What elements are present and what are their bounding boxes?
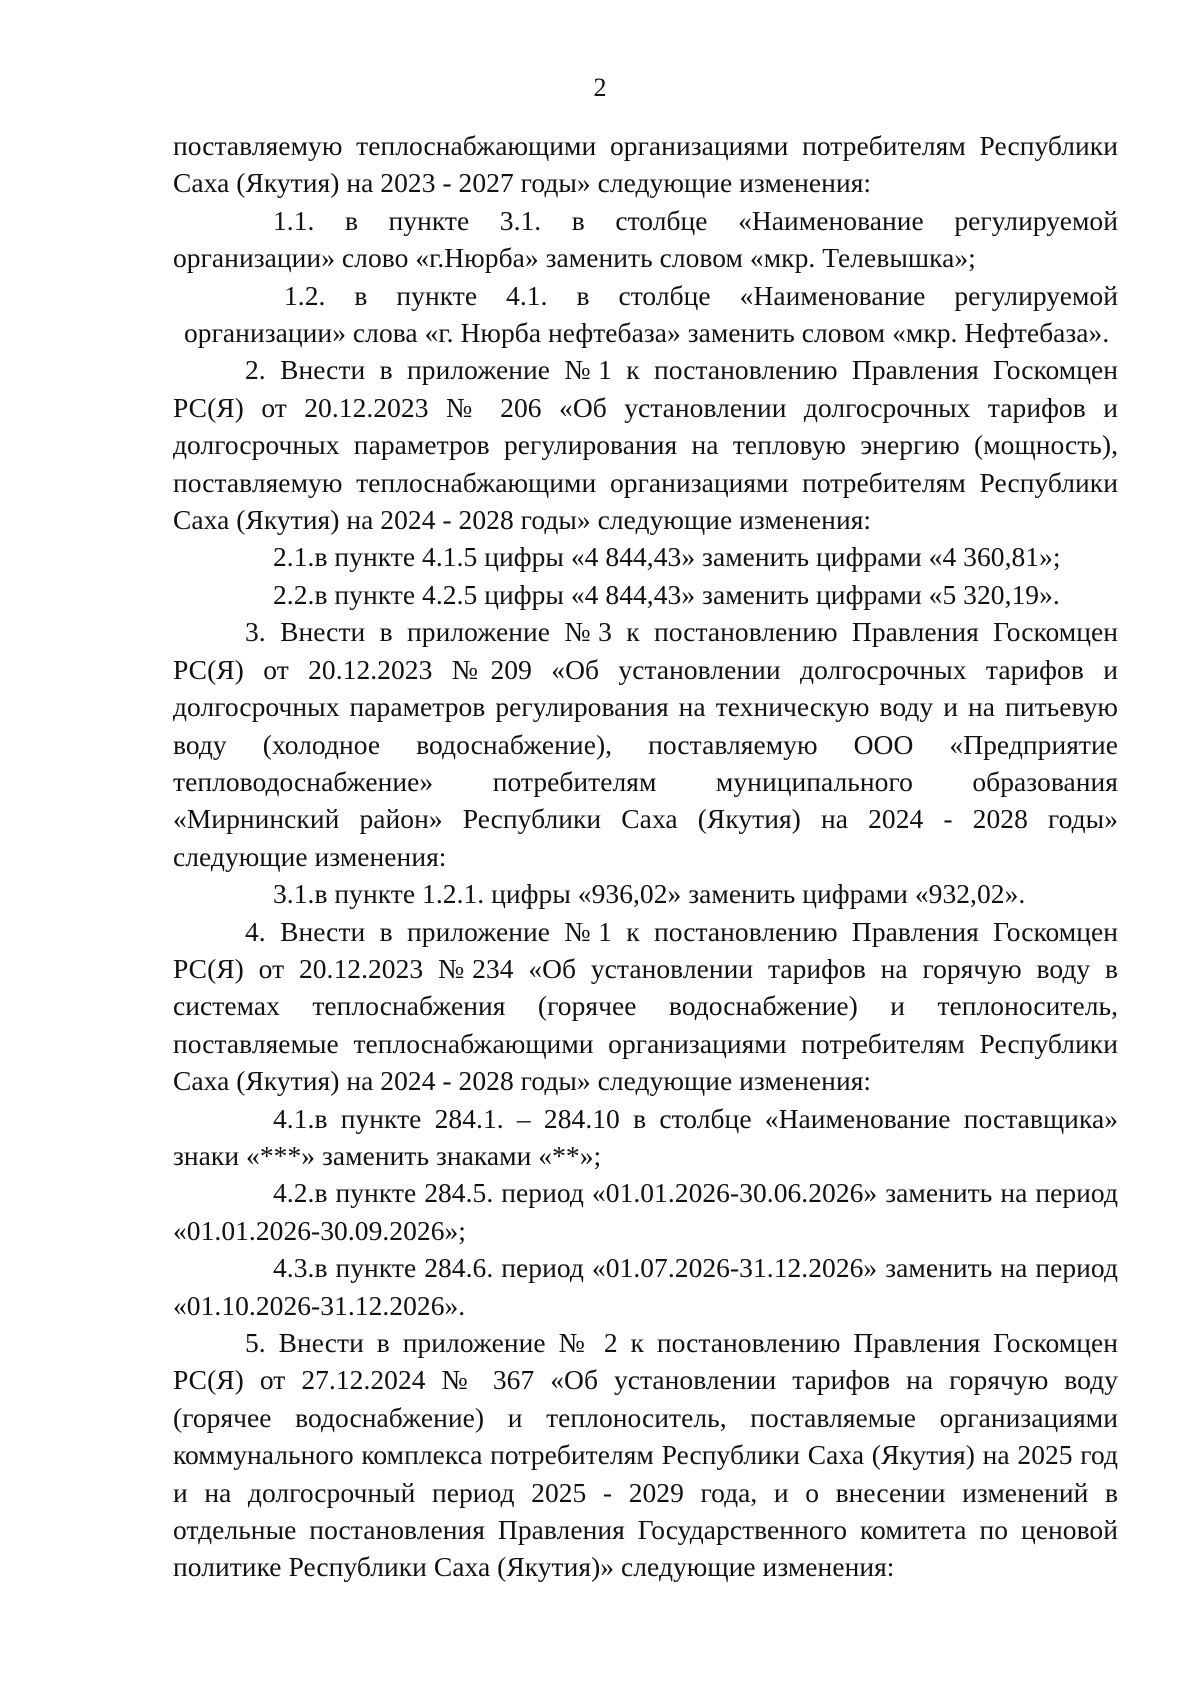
subparagraph-2-1: 2.1.в пункте 4.1.5 цифры «4 844,43» заменить цифрами «4 360,81»;: [273, 541, 1061, 573]
document-body: [173, 127, 1118, 1586]
subparagraph-4-1: 4.1.в пункте 284.1. – 284.10 в столбце «Наименование поставщика» знаки «***» заменить знаками «**»;: [173, 1102, 1118, 1171]
paragraph-2: 2. Внести в приложение №1 к постановлению Правления Госкомцен РС(Я) от 20.12.2023 № 206 «Об установлении долгосрочных тарифов и долгосрочных параметров регулирования на тепловую энергию (мощность), поставляемую теплоснабжающими организациями потребителям Республики Саха (Якутия) на 2024 - 2028 годы» следующие изменения:: [173, 354, 1118, 536]
subparagraph-4-2: 4.2.в пункте 284.5. период «01.01.2026-30.06.2026» заменить на период «01.01.2026-30.09.2026»;: [173, 1177, 1118, 1246]
paragraph-4: 4. Внести в приложение №1 к постановлению Правления Госкомцен РС(Я) от 20.12.2023 №234 «Об установлении тарифов на горячую воду в системах теплоснабжения (горячее водоснабжение) и теплоноситель, поставляемые теплоснабжающими организациями потребителям Республики Саха (Якутия) на 2024 - 2028 годы» следующие изменения:: [173, 915, 1118, 1097]
paragraph-continuation: поставляемую теплоснабжающими организациями потребителям Республики Саха (Якутия) на 2023 - 2027 годы» следующие изменения:: [173, 130, 1118, 199]
paragraph-5: 5. Внести в приложение № 2 к постановлению Правления Госкомцен РС(Я) от 27.12.2024 № 367 «Об установлении тарифов на горячую воду (горячее водоснабжение) и теплоноситель, поставляемые организациями коммунального комплекса потребителям Республики Саха (Якутия) на 2025 год и на долгосрочный период 2025 - 2029 года, и о внесении изменений в отдельные постановления Правления Государственного комитета по ценовой политике Республики Саха (Якутия)» следующие изменения:: [173, 1327, 1118, 1583]
page-number: 2: [593, 73, 607, 102]
subparagraph-4-3: 4.3.в пункте 284.6. период «01.07.2026-31.12.2026» заменить на период «01.10.2026-31.12.2026».: [173, 1252, 1118, 1321]
subparagraph-1-1: 1.1. в пункте 3.1. в столбце «Наименование регулируемой организации» слово «г.Нюрба» заменить словом «мкр. Телевышка»;: [173, 204, 1118, 274]
paragraph-3: 3. Внести в приложение №3 к постановлению Правления Госкомцен РС(Я) от 20.12.2023 №209 «Об установлении долгосрочных тарифов и долгосрочных параметров регулирования на техническую воду и на питьевую воду (холодное водоснабжение), поставляемую ООО «Предприятие тепловодоснабжение» потребителям муниципального образования «Мирнинский район» Республики Саха (Якутия) на 2024 - 2028 годы» следующие изменения:: [173, 616, 1118, 872]
subparagraph-3-1: 3.1.в пункте 1.2.1. цифры «936,02» заменить цифрами «932,02».: [273, 878, 1026, 910]
subparagraph-2-2: 2.2.в пункте 4.2.5 цифры «4 844,43» заменить цифрами «5 320,19».: [273, 578, 1060, 610]
subparagraph-1-2: 1.2. в пункте 4.1. в столбце «Наименование регулируемой организации» слова «г. Нюрба нефтебаза» заменить словом «мкр. Нефтебаза».: [184, 279, 1118, 349]
